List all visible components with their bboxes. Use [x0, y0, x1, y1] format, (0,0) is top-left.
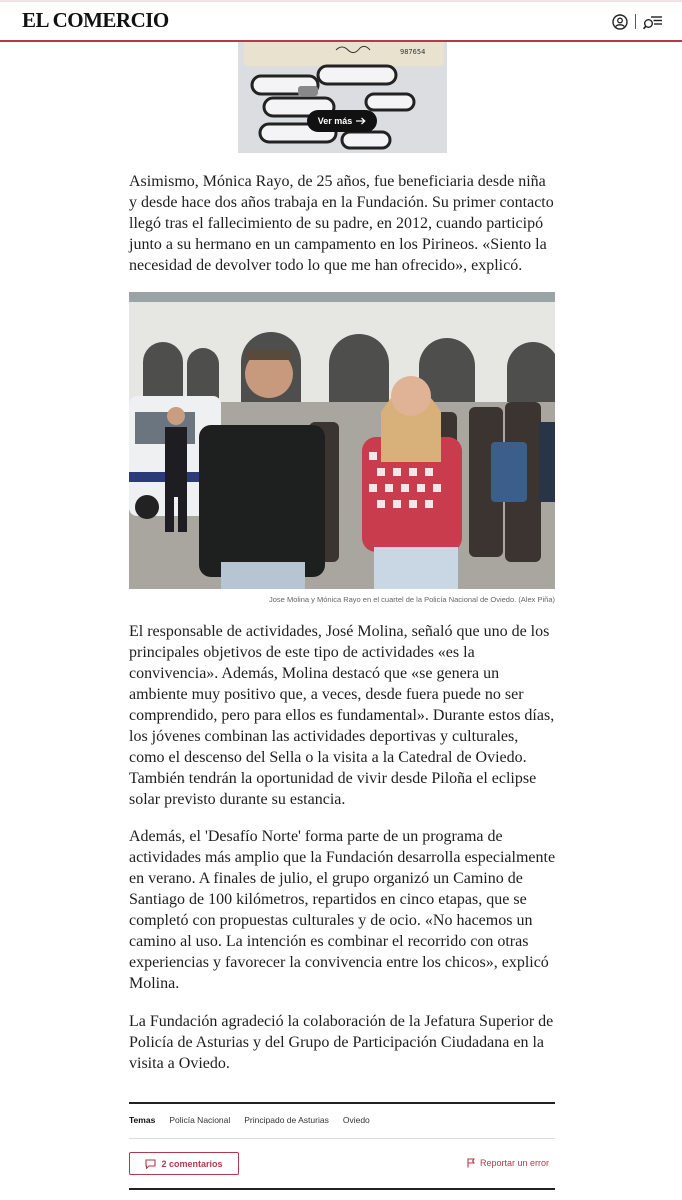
user-account-icon[interactable]	[612, 14, 628, 30]
comments-label: 2 comentarios	[161, 1158, 223, 1169]
site-logo[interactable]: EL COMERCIO	[22, 8, 169, 32]
ad-more-label: Ver más	[317, 116, 353, 126]
search-menu-icon[interactable]	[643, 14, 663, 30]
svg-text:987654: 987654	[400, 48, 426, 56]
comments-button[interactable]	[129, 1152, 239, 1175]
article-photo[interactable]	[129, 292, 555, 589]
ad-more-button[interactable]	[307, 110, 377, 132]
footer-bottom-divider	[129, 1188, 555, 1190]
article-paragraph: La Fundación agradeció la colaboración de la Jefatura Superior de Policía de Asturias y del Grupo de Participación Ciudadana en la visita a Oviedo.	[129, 1013, 554, 1072]
topics-top-divider	[129, 1102, 555, 1104]
topic-link[interactable]: Policía Nacional	[169, 1115, 231, 1125]
site-header	[0, 2, 682, 42]
arrow-right-icon	[356, 117, 366, 125]
ad-robot-hand-image	[238, 42, 447, 153]
article-paragraph: Asimismo, Mónica Rayo, de 25 años, fue beneficiaria desde niña y desde hace dos años trabaja en la Fundación. Su primer contacto llegó tras el fallecimiento de su padre, en 2012, cuando participó junto a su hermano en un campamento en los Pirineos. «Siento la necesidad de devolver todo lo que me han ofrecido», explicó.	[129, 173, 554, 274]
header-divider	[635, 14, 636, 29]
topic-link[interactable]: Oviedo	[342, 1115, 370, 1125]
advertisement-banner[interactable]	[238, 42, 447, 153]
report-error-label: Reportar un error	[480, 1158, 550, 1168]
topic-link[interactable]: Principado de Asturias	[244, 1115, 329, 1125]
comment-bubble-icon	[145, 1159, 156, 1169]
photo-caption: Jose Molina y Mónica Rayo en el cuartel de la Policía Nacional de Oviedo. (Alex Piña)	[269, 595, 555, 604]
article-photo-image	[129, 292, 555, 589]
article-paragraph: El responsable de actividades, José Molina, señaló que uno de los principales objetivos de este tipo de actividades «es la convivencia». Además, Molina destacó que «se genera un ambiente muy positivo que, a veces, desde fuera puede no ser comprendido, pero para ellos es fundamental». Durante estos días, los jóvenes combinan las actividades deportivas y culturales, como el descenso del Sella o la visita a la Catedral de Oviedo. También tendrán la oportunidad de vivir desde Piloña el eclipse solar previsto durante su estancia.	[129, 623, 555, 808]
report-error-link[interactable]	[467, 1158, 549, 1168]
flag-icon	[467, 1158, 475, 1168]
topics-list	[129, 1115, 370, 1125]
article-paragraph: Además, el 'Desafío Norte' forma parte de un programa de actividades más amplio que la Fundación desarrolla especialmente en verano. A finales de julio, el grupo organizó un Camino de Santiago de 100 kilómetros, repartidos en cinco etapas, que se completó con propuestas culturales y de ocio. «No hacemos un camino al uso. La intención es combinar el recorrido con otras experiencias y favorecer la convivencia entre los chicos», explicó Molina.	[129, 828, 556, 992]
topics-bottom-divider	[129, 1138, 555, 1139]
topics-label: Temas	[129, 1115, 156, 1125]
